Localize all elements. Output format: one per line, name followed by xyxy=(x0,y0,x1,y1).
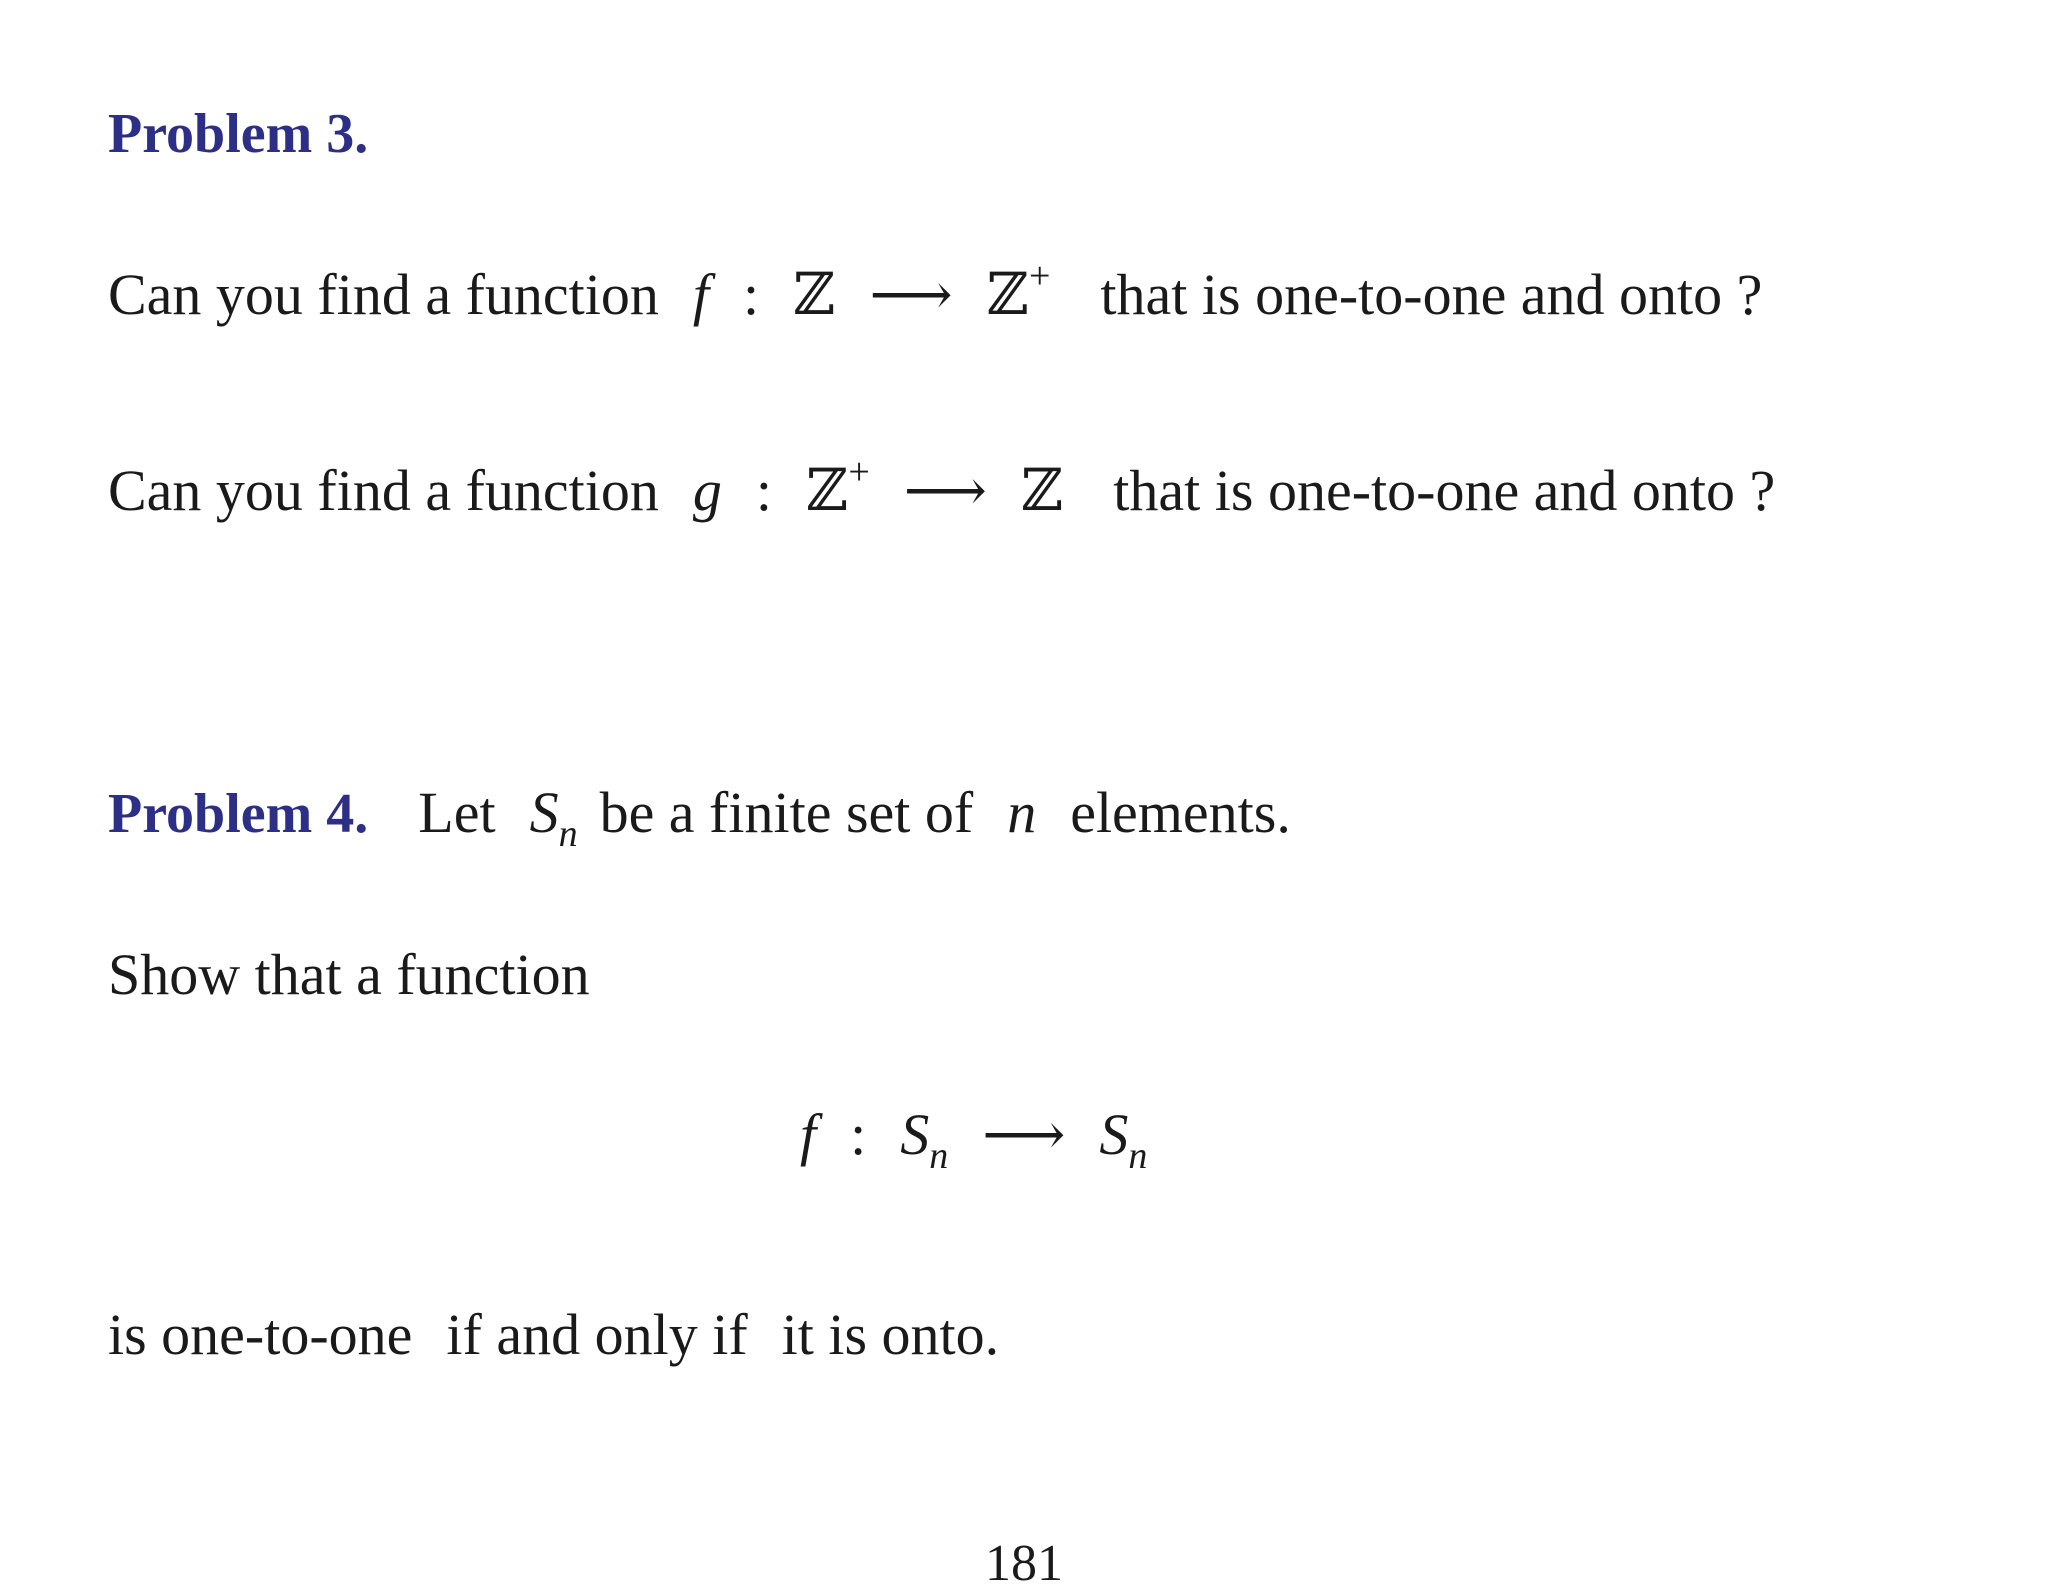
problem-3-question-1 xyxy=(108,255,1763,327)
conclusion-part-b: if and only if xyxy=(446,1302,748,1367)
positive-integers-symbol: ℤ xyxy=(806,458,849,523)
plus-superscript: + xyxy=(1028,255,1051,297)
set-s-symbol: S xyxy=(529,780,559,845)
conclusion-line xyxy=(108,1302,1000,1367)
question-2-prefix: Can you find a function xyxy=(108,458,659,523)
problem-4-heading: Problem 4. xyxy=(108,783,369,845)
arrow-icon: ⟶ xyxy=(869,262,953,327)
function-f-symbol: f xyxy=(800,1102,817,1167)
problem-4-statement xyxy=(108,780,1291,855)
conclusion-part-c: it is onto. xyxy=(781,1302,1000,1367)
show-that-text: Show that a function xyxy=(108,942,590,1007)
question-1-suffix: that is one-to-one and onto ? xyxy=(1100,262,1763,327)
subscript-n: n xyxy=(929,1135,949,1177)
function-g-symbol: g xyxy=(692,458,722,523)
question-1-prefix: Can you find a function xyxy=(108,262,659,327)
subscript-n: n xyxy=(1128,1135,1148,1177)
conclusion-part-a: is one-to-one xyxy=(108,1302,413,1367)
arrow-icon: ⟶ xyxy=(982,1102,1066,1167)
problem-3-question-2 xyxy=(108,451,1776,523)
show-that-line xyxy=(108,942,590,1007)
subscript-n: n xyxy=(558,813,578,855)
function-f-symbol: f xyxy=(692,262,710,327)
page-number: 181 xyxy=(985,1535,1063,1592)
question-2-suffix: that is one-to-one and onto ? xyxy=(1113,458,1776,523)
colon-symbol: : xyxy=(755,458,773,523)
let-word: Let xyxy=(418,780,496,845)
colon-symbol: : xyxy=(850,1102,867,1167)
set-s-symbol: S xyxy=(1099,1102,1129,1167)
colon-symbol: : xyxy=(743,262,760,327)
positive-integers-symbol: ℤ xyxy=(986,262,1029,327)
plus-superscript: + xyxy=(848,451,870,493)
intro-end-text: elements. xyxy=(1070,780,1291,845)
arrow-icon: ⟶ xyxy=(903,458,987,523)
intro-middle-text: be a finite set of xyxy=(599,780,974,845)
set-s-symbol: S xyxy=(900,1102,930,1167)
integers-symbol: ℤ xyxy=(1020,458,1064,523)
integers-symbol: ℤ xyxy=(793,262,836,327)
problem-3-heading: Problem 3. xyxy=(108,103,369,165)
n-symbol: n xyxy=(1007,780,1037,845)
display-equation xyxy=(800,1102,1148,1177)
